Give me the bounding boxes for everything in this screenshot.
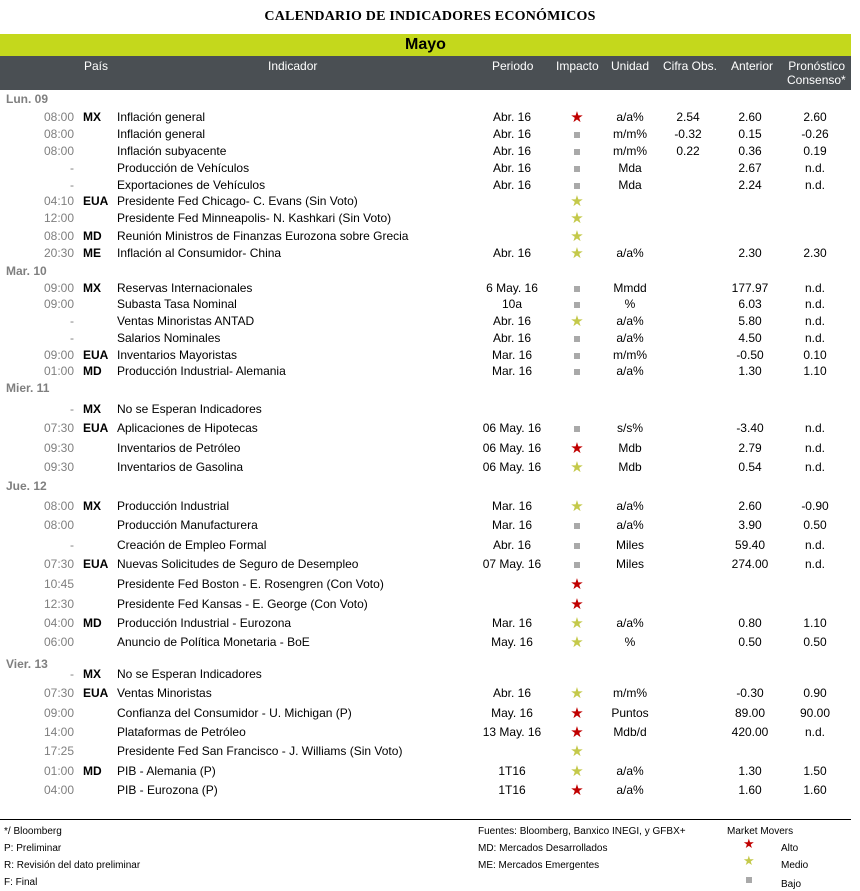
row-unit: % (624, 635, 636, 649)
row-period: 06 May. 16 (482, 421, 542, 435)
row-forecast: n.d. (804, 441, 825, 455)
row-forecast: n.d. (804, 538, 825, 552)
footnote-me: ME: Mercados Emergentes (478, 860, 600, 871)
footnote-bloomberg: */ Bloomberg (4, 826, 62, 837)
row-forecast: -0.90 (801, 499, 829, 513)
row-previous: 2.30 (738, 246, 762, 260)
row-period: Abr. 16 (492, 538, 532, 552)
table-row (0, 347, 851, 364)
row-period: Abr. 16 (492, 246, 532, 260)
row-country: MD (83, 764, 102, 778)
day-header: Vier. 13 (6, 657, 48, 671)
row-previous: 0.15 (738, 127, 762, 141)
impact-bajo-square-icon (557, 160, 597, 177)
row-forecast: 1.50 (803, 764, 827, 778)
row-time: 06:00 (43, 635, 74, 649)
header-periodo: Periodo (492, 59, 534, 73)
row-country: MD (83, 616, 102, 630)
impact-bajo-square-icon (557, 517, 597, 534)
row-unit: a/a% (616, 110, 644, 124)
row-unit: a/a% (616, 616, 644, 630)
day-header: Jue. 12 (6, 479, 47, 493)
table-row (0, 313, 851, 330)
row-indicator: Producción Industrial (117, 499, 230, 513)
footnote-final: F: Final (4, 877, 38, 888)
row-forecast: n.d. (804, 331, 825, 345)
header-pronostico-line2: Consenso* (787, 73, 846, 87)
row-indicator: Anuncio de Política Monetaria - BoE (117, 635, 310, 649)
table-row (0, 109, 851, 126)
row-period: Mar. 16 (491, 616, 533, 630)
row-previous: 0.80 (738, 616, 762, 630)
impact-medio-star-icon: ★ (570, 634, 584, 651)
table-row (0, 782, 851, 799)
impact-medio-star-icon: ★ (570, 193, 584, 210)
table-row (0, 420, 851, 437)
row-country: MD (83, 229, 102, 243)
impact-medio-star-icon: ★ (570, 615, 584, 632)
impact-bajo-square-icon (557, 296, 597, 313)
row-period: Mar. 16 (491, 518, 533, 532)
row-indicator: Ventas Minoristas ANTAD (117, 314, 255, 328)
row-period: 6 May. 16 (486, 281, 538, 295)
row-time: 08:00 (43, 144, 74, 158)
footer-divider (0, 819, 851, 820)
legend-market-movers: Market Movers (727, 826, 794, 837)
row-forecast: 2.60 (803, 110, 827, 124)
row-period: 1T16 (498, 764, 526, 778)
row-indicator: Ventas Minoristas (117, 686, 212, 700)
impact-medio-star-icon: ★ (570, 228, 584, 245)
table-row (0, 596, 851, 613)
row-period: 06 May. 16 (482, 441, 542, 455)
table-row (0, 280, 851, 297)
row-forecast: 2.30 (803, 246, 827, 260)
row-period: Abr. 16 (492, 686, 532, 700)
footnote-revision: R: Revisión del dato preliminar (4, 860, 141, 871)
row-forecast: 0.50 (803, 635, 827, 649)
row-time: - (70, 667, 74, 681)
row-country: EUA (83, 686, 109, 700)
impact-alto-star-icon: ★ (570, 576, 584, 593)
row-country: EUA (83, 194, 109, 208)
impact-bajo-square-icon (557, 363, 597, 380)
impact-alto-star-icon: ★ (570, 440, 584, 457)
row-period: Mar. 16 (491, 364, 533, 378)
row-period: Abr. 16 (492, 110, 532, 124)
impact-medio-star-icon: ★ (570, 685, 584, 702)
row-previous: -0.50 (736, 348, 764, 362)
header-indicador: Indicador (268, 59, 318, 73)
row-forecast: -0.26 (801, 127, 829, 141)
impact-medio-star-icon: ★ (570, 210, 584, 227)
row-indicator: Confianza del Consumidor - U. Michigan (P) (117, 706, 352, 720)
row-time: 20:30 (43, 246, 74, 260)
row-indicator: Producción Manufacturera (117, 518, 258, 532)
impact-bajo-square-icon (557, 280, 597, 297)
table-row (0, 228, 851, 245)
row-indicator: Inventarios de Gasolina (117, 460, 244, 474)
row-indicator: Producción de Vehículos (117, 161, 250, 175)
footnote-md: MD: Mercados Desarrollados (478, 843, 608, 854)
row-previous: 3.90 (738, 518, 762, 532)
row-indicator: Reunión Ministros de Finanzas Eurozona sobre Grecia (117, 229, 409, 243)
row-time: - (70, 538, 74, 552)
row-previous: 4.50 (738, 331, 762, 345)
row-indicator: Exportaciones de Vehículos (117, 178, 266, 192)
impact-alto-star-icon: ★ (570, 782, 584, 799)
header-unidad: Unidad (611, 59, 650, 73)
row-time: 09:00 (43, 348, 74, 362)
row-indicator: Nuevas Solicitudes de Seguro de Desempleo (117, 557, 359, 571)
table-header (0, 56, 851, 90)
row-indicator: Inflación subyacente (117, 144, 227, 158)
row-unit: a/a% (616, 518, 644, 532)
impact-alto-star-icon: ★ (570, 109, 584, 126)
row-forecast: 1.10 (803, 616, 827, 630)
row-indicator: Reservas Internacionales (117, 281, 253, 295)
row-country: MX (83, 499, 101, 513)
impact-medio-star-icon: ★ (570, 763, 584, 780)
row-unit: Miles (615, 557, 644, 571)
row-unit: Miles (615, 538, 644, 552)
row-forecast: n.d. (804, 281, 825, 295)
row-indicator: Producción Industrial- Alemania (117, 364, 286, 378)
row-previous: 420.00 (731, 725, 769, 739)
row-time: 04:00 (43, 616, 74, 630)
row-indicator: Presidente Fed Boston - E. Rosengren (Con Voto) (117, 577, 384, 591)
table-row (0, 210, 851, 227)
legend-bajo-square-icon (746, 875, 752, 887)
header-pais: País (84, 59, 109, 73)
row-time: 12:30 (43, 597, 74, 611)
row-period: Abr. 16 (492, 331, 532, 345)
row-time: - (70, 331, 74, 345)
row-country: MX (83, 281, 101, 295)
table-row (0, 296, 851, 313)
row-time: 08:00 (43, 110, 74, 124)
row-indicator: No se Esperan Indicadores (117, 667, 262, 681)
table-row (0, 330, 851, 347)
row-previous: 1.30 (738, 364, 762, 378)
row-unit: a/a% (616, 364, 644, 378)
header-pronostico-line1: Pronóstico (788, 59, 845, 73)
impact-bajo-square-icon (557, 330, 597, 347)
row-forecast: n.d. (804, 314, 825, 328)
table-row (0, 724, 851, 741)
impact-alto-star-icon: ★ (570, 705, 584, 722)
row-unit: % (624, 297, 636, 311)
row-time: 09:30 (43, 460, 74, 474)
table-row (0, 401, 851, 418)
row-indicator: Inventarios Mayoristas (117, 348, 238, 362)
row-period: 06 May. 16 (482, 460, 542, 474)
row-country: MX (83, 110, 101, 124)
table-row (0, 517, 851, 534)
impact-medio-star-icon: ★ (570, 313, 584, 330)
row-period: Mar. 16 (491, 348, 533, 362)
table-row (0, 666, 851, 683)
row-indicator: Subasta Tasa Nominal (117, 297, 237, 311)
row-period: 13 May. 16 (482, 725, 542, 739)
legend-alto-label: Alto (781, 843, 799, 854)
row-country: MX (83, 402, 101, 416)
day-header: Mier. 11 (6, 381, 50, 395)
row-indicator: Creación de Empleo Formal (117, 538, 267, 552)
row-forecast: n.d. (804, 297, 825, 311)
row-unit: Puntos (611, 706, 649, 720)
row-unit: a/a% (616, 246, 644, 260)
row-period: Abr. 16 (492, 144, 532, 158)
impact-bajo-square-icon (557, 537, 597, 554)
row-previous: 177.97 (731, 281, 769, 295)
row-indicator: Salarios Nominales (117, 331, 221, 345)
row-time: 08:00 (43, 518, 74, 532)
row-unit: m/m% (613, 127, 647, 141)
row-period: May. 16 (491, 706, 533, 720)
row-unit: a/a% (616, 499, 644, 513)
row-time: 01:00 (43, 364, 74, 378)
day-header: Mar. 10 (6, 264, 47, 278)
impact-bajo-square-icon (557, 420, 597, 437)
row-unit: m/m% (613, 144, 647, 158)
legend-medio-label: Medio (781, 860, 809, 871)
row-unit: a/a% (616, 314, 644, 328)
table-row (0, 193, 851, 210)
row-period: 1T16 (498, 783, 526, 797)
footnote-preliminar: P: Preliminar (4, 843, 62, 854)
table-row (0, 685, 851, 702)
row-previous: 6.03 (738, 297, 762, 311)
row-indicator: Plataformas de Petróleo (117, 725, 246, 739)
row-previous: -0.30 (736, 686, 764, 700)
row-previous: 89.00 (734, 706, 766, 720)
header-anterior: Anterior (731, 59, 774, 73)
row-time: 09:00 (43, 281, 74, 295)
row-time: 08:00 (43, 229, 74, 243)
row-time: - (70, 314, 74, 328)
row-forecast: 0.10 (803, 348, 827, 362)
table-row (0, 537, 851, 554)
table-row (0, 498, 851, 515)
row-forecast: 1.10 (803, 364, 827, 378)
row-country: MX (83, 667, 101, 681)
row-forecast: n.d. (804, 161, 825, 175)
impact-alto-star-icon: ★ (570, 724, 584, 741)
row-unit: Mmdd (613, 281, 647, 295)
row-observed: -0.32 (674, 127, 702, 141)
row-indicator: PIB - Eurozona (P) (117, 783, 218, 797)
row-previous: 0.50 (738, 635, 762, 649)
row-indicator: PIB - Alemania (P) (117, 764, 216, 778)
row-forecast: n.d. (804, 421, 825, 435)
row-indicator: Producción Industrial - Eurozona (117, 616, 292, 630)
legend-alto-star-icon: ★ (743, 836, 755, 851)
row-previous: 0.54 (738, 460, 762, 474)
row-previous: 2.60 (738, 110, 762, 124)
row-indicator: Aplicaciones de Hipotecas (117, 421, 258, 435)
impact-bajo-square-icon (557, 347, 597, 364)
footnote-fuentes: Fuentes: Bloomberg, Banxico INEGI, y GFBX+ (478, 826, 686, 837)
row-unit: Mda (618, 178, 642, 192)
table-row (0, 177, 851, 194)
table-row (0, 126, 851, 143)
impact-bajo-square-icon (557, 143, 597, 160)
table-row (0, 363, 851, 380)
day-header: Lun. 09 (6, 92, 49, 106)
row-previous: 5.80 (738, 314, 762, 328)
row-time: 10:45 (43, 577, 74, 591)
header-impacto: Impacto (556, 59, 599, 73)
row-time: 09:00 (43, 706, 74, 720)
row-previous: 2.60 (738, 499, 762, 513)
row-previous: 274.00 (731, 557, 769, 571)
legend-medio-star-icon: ★ (743, 853, 755, 868)
impact-bajo-square-icon (557, 126, 597, 143)
row-unit: s/s% (616, 421, 643, 435)
row-time: - (70, 161, 74, 175)
row-time: 09:30 (43, 441, 74, 455)
impact-bajo-square-icon (557, 556, 597, 573)
table-row (0, 160, 851, 177)
table-row (0, 705, 851, 722)
row-period: May. 16 (491, 635, 533, 649)
row-unit: Mdb (618, 460, 642, 474)
row-unit: Mdb (618, 441, 642, 455)
row-indicator: Presidente Fed San Francisco - J. Williams (Sin Voto) (117, 744, 403, 758)
row-time: 04:10 (43, 194, 74, 208)
row-previous: -3.40 (736, 421, 764, 435)
row-period: Abr. 16 (492, 178, 532, 192)
row-previous: 0.36 (738, 144, 762, 158)
row-forecast: 1.60 (803, 783, 827, 797)
legend-bajo-label: Bajo (781, 879, 802, 890)
row-indicator: Presidente Fed Kansas - E. George (Con Voto) (117, 597, 368, 611)
row-time: - (70, 402, 74, 416)
table-row (0, 763, 851, 780)
row-forecast: n.d. (804, 178, 825, 192)
row-country: EUA (83, 557, 109, 571)
row-time: 17:25 (43, 744, 74, 758)
table-row (0, 615, 851, 632)
table-row (0, 143, 851, 160)
row-unit: m/m% (613, 686, 647, 700)
row-forecast: 0.90 (803, 686, 827, 700)
table-row (0, 440, 851, 457)
row-time: 08:00 (43, 127, 74, 141)
table-row (0, 576, 851, 593)
row-indicator: No se Esperan Indicadores (117, 402, 262, 416)
table-row (0, 743, 851, 760)
impact-bajo-square-icon (557, 177, 597, 194)
row-time: 01:00 (43, 764, 74, 778)
row-indicator: Presidente Fed Chicago- C. Evans (Sin Voto) (117, 194, 358, 208)
row-forecast: 90.00 (799, 706, 831, 720)
row-country: EUA (83, 421, 109, 435)
row-forecast: 0.19 (803, 144, 827, 158)
month-banner: Mayo (0, 34, 851, 56)
row-unit: Mdb/d (613, 725, 647, 739)
row-previous: 1.60 (738, 783, 762, 797)
row-forecast: 0.50 (803, 518, 827, 532)
row-indicator: Inventarios de Petróleo (117, 441, 241, 455)
row-unit: a/a% (616, 764, 644, 778)
row-period: Mar. 16 (491, 499, 533, 513)
row-indicator: Inflación general (117, 127, 206, 141)
row-country: MD (83, 364, 102, 378)
impact-medio-star-icon: ★ (570, 498, 584, 515)
table-row (0, 634, 851, 651)
table-row (0, 556, 851, 573)
row-forecast: n.d. (804, 557, 825, 571)
row-forecast: n.d. (804, 725, 825, 739)
row-period: Abr. 16 (492, 127, 532, 141)
row-period: Abr. 16 (492, 314, 532, 328)
row-country: ME (83, 246, 101, 260)
row-time: 09:00 (43, 297, 74, 311)
row-observed: 2.54 (676, 110, 700, 124)
row-time: 14:00 (43, 725, 74, 739)
header-pronostico (787, 59, 845, 87)
row-previous: 59.40 (734, 538, 766, 552)
row-time: 04:00 (43, 783, 74, 797)
row-indicator: Presidente Fed Minneapolis- N. Kashkari (Sin Voto) (117, 211, 392, 225)
impact-alto-star-icon: ★ (570, 596, 584, 613)
row-observed: 0.22 (676, 144, 700, 158)
row-previous: 2.24 (738, 178, 762, 192)
row-indicator: Inflación general (117, 110, 206, 124)
row-indicator: Inflación al Consumidor- China (117, 246, 282, 260)
row-previous: 2.67 (738, 161, 762, 175)
row-country: EUA (83, 348, 109, 362)
page-title: CALENDARIO DE INDICADORES ECONÓMICOS (264, 9, 596, 24)
impact-medio-star-icon: ★ (570, 459, 584, 476)
row-time: 07:30 (43, 421, 74, 435)
row-time: - (70, 178, 74, 192)
row-unit: m/m% (613, 348, 647, 362)
row-previous: 1.30 (738, 764, 762, 778)
row-forecast: n.d. (804, 460, 825, 474)
row-unit: a/a% (616, 331, 644, 345)
row-time: 07:30 (43, 686, 74, 700)
row-period: Abr. 16 (492, 161, 532, 175)
row-time: 12:00 (43, 211, 74, 225)
row-unit: a/a% (616, 783, 644, 797)
header-cifra-obs: Cifra Obs. (663, 59, 718, 73)
row-previous: 2.79 (738, 441, 762, 455)
row-period: 10a (501, 297, 523, 311)
row-unit: Mda (618, 161, 642, 175)
row-time: 08:00 (43, 499, 74, 513)
impact-medio-star-icon: ★ (570, 245, 584, 262)
impact-medio-star-icon: ★ (570, 743, 584, 760)
row-period: 07 May. 16 (482, 557, 542, 571)
row-time: 07:30 (43, 557, 74, 571)
table-row (0, 245, 851, 262)
table-row (0, 459, 851, 476)
